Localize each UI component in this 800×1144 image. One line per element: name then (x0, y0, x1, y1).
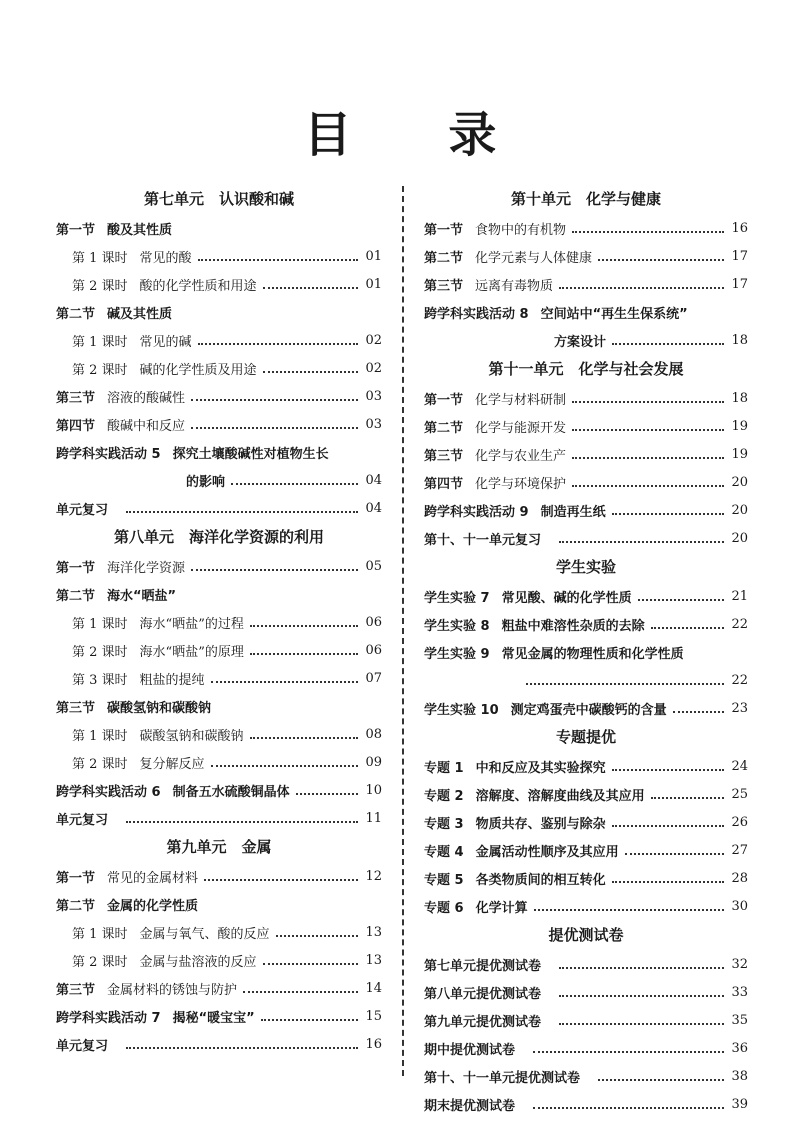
toc-section-row (56, 1002, 382, 1030)
toc-entry-title: 远离有毒物质 (475, 278, 554, 294)
toc-entry-title: 海洋化学资源 (107, 560, 186, 576)
toc-entry-title: 海水“晒盐”的原理 (139, 644, 244, 660)
dot-leader (191, 569, 358, 571)
toc-entry-label: 第九单元提优测试卷 (424, 1014, 542, 1030)
page-number: 39 (731, 1096, 748, 1112)
toc-entry-label: 第一节 (56, 870, 96, 886)
dot-leader (572, 231, 724, 233)
toc-entry-label: 单元复习 (56, 502, 109, 518)
toc-lesson-row (56, 354, 382, 382)
column-divider (402, 186, 404, 1076)
toc-entry-label: 跨学科实践活动 6 (56, 784, 161, 800)
dot-leader (533, 1107, 724, 1109)
toc-entry-label: 第 2 课时 (72, 278, 128, 294)
toc-entry-title: 粗盐的提纯 (139, 672, 205, 688)
toc-entry-label: 期末提优测试卷 (424, 1098, 516, 1114)
toc-entry-label: 第十、十一单元复习 (424, 532, 542, 548)
toc-entry-label: 专题 5 (424, 872, 464, 888)
page-number: 20 (731, 502, 748, 518)
dot-leader (598, 259, 724, 261)
toc-entry-label: 学生实验 7 (424, 590, 490, 606)
page-number: 36 (731, 1040, 748, 1056)
toc-right-column (424, 184, 748, 1118)
page-number: 20 (731, 474, 748, 490)
toc-entry-title: 制备五水硫酸铜晶体 (172, 784, 290, 800)
dot-leader (559, 1023, 724, 1025)
toc-section-row (56, 862, 382, 890)
page-number: 15 (365, 1008, 382, 1024)
toc-entry-label: 专题 6 (424, 900, 464, 916)
toc-entry-title: 化学计算 (475, 900, 528, 916)
dot-leader (612, 825, 724, 827)
toc-section-row (56, 974, 382, 1002)
toc-entry-title: 探究土壤酸碱性对植物生长 (172, 446, 329, 462)
page-number: 23 (731, 700, 748, 716)
toc-entry-label: 第四节 (424, 476, 464, 492)
toc-lesson-row (56, 748, 382, 776)
toc-entry-title: 粗盐中难溶性杂质的去除 (501, 618, 645, 634)
dot-leader (250, 737, 358, 739)
dot-leader (598, 1079, 724, 1081)
dot-leader (572, 429, 724, 431)
page-number: 25 (731, 786, 748, 802)
toc-entry-title: 方案设计 (554, 334, 607, 350)
toc-entry-label: 第一节 (56, 560, 96, 576)
toc-entry-label: 第三节 (56, 390, 96, 406)
toc-section-row (424, 384, 748, 412)
dot-leader (243, 991, 358, 993)
page-number: 05 (365, 558, 382, 574)
toc-entry-title: 化学与农业生产 (475, 448, 567, 464)
toc-entry-title: 海水“晒盐”的过程 (139, 616, 244, 632)
dot-leader (612, 513, 724, 515)
toc-section-row (424, 638, 748, 666)
dot-leader (651, 627, 724, 629)
toc-entry-label: 跨学科实践活动 5 (56, 446, 161, 462)
toc-entry-title: 化学与环境保护 (475, 476, 567, 492)
dot-leader (526, 683, 724, 685)
page-number: 16 (731, 220, 748, 236)
toc-entry-label: 专题 3 (424, 816, 464, 832)
toc-entry-label: 第 2 课时 (72, 954, 128, 970)
dot-leader (572, 457, 724, 459)
toc-entry-label: 第 2 课时 (72, 362, 128, 378)
toc-section-row (424, 892, 748, 920)
toc-section-row (56, 890, 382, 918)
toc-section-row (424, 864, 748, 892)
toc-entry-label: 专题 4 (424, 844, 464, 860)
toc-section-row (424, 1034, 748, 1062)
toc-entry-label: 跨学科实践活动 9 (424, 504, 529, 520)
dot-leader (250, 653, 358, 655)
toc-section-row (424, 298, 748, 326)
toc-entry-label: 第十、十一单元提优测试卷 (424, 1070, 581, 1086)
toc-entry-label: 第一节 (56, 222, 96, 238)
unit-heading: 第十一单元 化学与社会发展 (488, 360, 684, 378)
toc-section-row (424, 1090, 748, 1118)
toc-entry-title: 复分解反应 (139, 756, 205, 772)
toc-entry-title: 酸及其性质 (107, 222, 173, 238)
toc-entry-title: 碱的化学性质及用途 (139, 362, 257, 378)
toc-section-row (424, 326, 748, 354)
toc-entry-label: 单元复习 (56, 812, 109, 828)
page-number: 06 (365, 642, 382, 658)
toc-section-row (424, 496, 748, 524)
unit-heading: 第八单元 海洋化学资源的利用 (113, 528, 324, 546)
toc-lesson-row (56, 636, 382, 664)
toc-section-row (424, 752, 748, 780)
page-number: 10 (365, 782, 382, 798)
dot-leader (198, 259, 358, 261)
page-number: 17 (731, 248, 748, 264)
unit-heading: 第九单元 金属 (166, 838, 272, 856)
toc-entry-label: 跨学科实践活动 7 (56, 1010, 161, 1026)
toc-section-row (56, 214, 382, 242)
dot-leader (638, 599, 724, 601)
dot-leader (231, 483, 358, 485)
toc-entry-label: 第二节 (56, 898, 96, 914)
toc-entry-label: 第 1 课时 (72, 616, 128, 632)
toc-section-row (424, 978, 748, 1006)
toc-section-row (56, 580, 382, 608)
toc-section-row (424, 610, 748, 638)
dot-leader (559, 967, 724, 969)
dot-leader (559, 995, 724, 997)
toc-entry-label: 第三节 (56, 982, 96, 998)
dot-leader (572, 485, 724, 487)
dot-leader (191, 427, 358, 429)
toc-entry-label: 学生实验 10 (424, 702, 499, 718)
toc-entry-label: 第三节 (56, 700, 96, 716)
toc-section-row (424, 440, 748, 468)
toc-entry-label: 专题 2 (424, 788, 464, 804)
toc-entry-label: 第三节 (424, 278, 464, 294)
page-number: 17 (731, 276, 748, 292)
toc-entry-label: 第二节 (56, 588, 96, 604)
toc-entry-label: 第 1 课时 (72, 250, 128, 266)
page-title: 目 录 (303, 107, 537, 163)
toc-lesson-row (56, 946, 382, 974)
toc-section-row (56, 466, 382, 494)
toc-lesson-row (56, 242, 382, 270)
toc-entry-label: 第 1 课时 (72, 728, 128, 744)
dot-leader (263, 963, 358, 965)
toc-entry-title: 金属的化学性质 (107, 898, 199, 914)
page-number: 33 (731, 984, 748, 1000)
toc-section-row (424, 1062, 748, 1090)
page-number: 08 (365, 726, 382, 742)
page-number: 20 (731, 530, 748, 546)
toc-lesson-row (56, 918, 382, 946)
page-number: 11 (365, 810, 382, 826)
unit-heading: 提优测试卷 (548, 926, 624, 944)
toc-entry-title: 物质共存、鉴别与除杂 (475, 816, 606, 832)
toc-entry-title: 碱及其性质 (107, 306, 173, 322)
toc-section-row (424, 582, 748, 610)
toc-section-row (424, 694, 748, 722)
toc-section-row (424, 1006, 748, 1034)
toc-entry-title: 空间站中“再生生保系统” (540, 306, 688, 322)
toc-entry-title: 常见酸、碱的化学性质 (501, 590, 632, 606)
page-number: 09 (365, 754, 382, 770)
unit-heading: 第十单元 化学与健康 (510, 190, 661, 208)
toc-entry-label: 专题 1 (424, 760, 464, 776)
toc-entry-title: 溶液的酸碱性 (107, 390, 186, 406)
toc-section-row (56, 552, 382, 580)
toc-left-column (56, 184, 382, 1058)
dot-leader (263, 287, 358, 289)
toc-entry-label: 第一节 (424, 222, 464, 238)
toc-section-row (424, 524, 748, 552)
dot-leader (211, 681, 358, 683)
dot-leader (276, 935, 358, 937)
dot-leader (211, 765, 358, 767)
toc-section-row (424, 412, 748, 440)
dot-leader (126, 1047, 358, 1049)
page-number: 14 (365, 980, 382, 996)
page-number: 18 (731, 390, 748, 406)
toc-entry-title: 金属与氧气、酸的反应 (139, 926, 270, 942)
toc-entry-label: 第二节 (424, 250, 464, 266)
dot-leader (612, 881, 724, 883)
toc-section-row (56, 804, 382, 832)
dot-leader (559, 287, 724, 289)
page-number: 35 (731, 1012, 748, 1028)
toc-entry-title: 溶解度、溶解度曲线及其应用 (475, 788, 645, 804)
dot-leader (625, 853, 724, 855)
page-number: 12 (365, 868, 382, 884)
toc-entry-title: 化学与材料研制 (475, 392, 567, 408)
toc-entry-title: 常见的酸 (139, 250, 192, 266)
toc-lesson-row (56, 720, 382, 748)
page-number: 06 (365, 614, 382, 630)
toc-lesson-row (56, 608, 382, 636)
toc-section-row (424, 780, 748, 808)
page-number: 03 (365, 388, 382, 404)
page-number: 22 (731, 672, 748, 688)
toc-entry-title: 测定鸡蛋壳中碳酸钙的含量 (510, 702, 667, 718)
toc-entry-title: 金属活动性顺序及其应用 (475, 844, 619, 860)
toc-entry-title: 食物中的有机物 (475, 222, 567, 238)
toc-entry-label: 第 2 课时 (72, 644, 128, 660)
page-number: 19 (731, 446, 748, 462)
dot-leader (191, 399, 358, 401)
toc-entry-label: 第一节 (424, 392, 464, 408)
toc-lesson-row (56, 270, 382, 298)
dot-leader (673, 711, 724, 713)
toc-section-row (56, 410, 382, 438)
toc-section-row (424, 214, 748, 242)
toc-entry-label: 学生实验 8 (424, 618, 490, 634)
toc-section-row (424, 468, 748, 496)
page-number: 32 (731, 956, 748, 972)
toc-entry-title: 的影响 (186, 474, 226, 490)
dot-leader (263, 371, 358, 373)
dot-leader (559, 541, 724, 543)
dot-leader (651, 797, 724, 799)
page-number: 27 (731, 842, 748, 858)
toc-entry-title: 常见的金属材料 (107, 870, 199, 886)
toc-entry-label: 单元复习 (56, 1038, 109, 1054)
page-number: 21 (731, 588, 748, 604)
toc-lesson-row (56, 664, 382, 692)
page-number: 02 (365, 332, 382, 348)
toc-lesson-row (56, 326, 382, 354)
toc-section-row (424, 808, 748, 836)
toc-section-row (424, 666, 748, 694)
dot-leader (261, 1019, 358, 1021)
toc-entry-label: 跨学科实践活动 8 (424, 306, 529, 322)
toc-entry-label: 学生实验 9 (424, 646, 490, 662)
toc-entry-title: 金属与盐溶液的反应 (139, 954, 257, 970)
page-number: 16 (365, 1036, 382, 1052)
toc-section-row (56, 494, 382, 522)
toc-section-row (56, 438, 382, 466)
dot-leader (126, 511, 358, 513)
page-number: 04 (365, 472, 382, 488)
page-number: 38 (731, 1068, 748, 1084)
page-number: 13 (365, 924, 382, 940)
toc-entry-title: 海水“晒盐” (107, 588, 177, 604)
toc-entry-label: 第二节 (56, 306, 96, 322)
page-number: 01 (365, 276, 382, 292)
toc-entry-title: 制造再生纸 (540, 504, 606, 520)
toc-section-row (424, 950, 748, 978)
page-number: 03 (365, 416, 382, 432)
toc-entry-title: 各类物质间的相互转化 (475, 872, 606, 888)
toc-section-row (56, 776, 382, 804)
toc-entry-label: 第七单元提优测试卷 (424, 958, 542, 974)
toc-entry-label: 第二节 (424, 420, 464, 436)
dot-leader (296, 793, 358, 795)
toc-section-row (56, 1030, 382, 1058)
dot-leader (533, 1051, 724, 1053)
toc-entry-title: 中和反应及其实验探究 (475, 760, 606, 776)
page-number: 26 (731, 814, 748, 830)
page-number: 18 (731, 332, 748, 348)
dot-leader (126, 821, 358, 823)
toc-entry-title: 碳酸氢钠和碳酸钠 (107, 700, 212, 716)
page-number: 13 (365, 952, 382, 968)
dot-leader (198, 343, 358, 345)
toc-entry-title: 碳酸氢钠和碳酸钠 (139, 728, 244, 744)
toc-entry-title: 酸碱中和反应 (107, 418, 186, 434)
page-number: 02 (365, 360, 382, 376)
toc-section-row (424, 242, 748, 270)
page-number: 24 (731, 758, 748, 774)
unit-heading: 学生实验 (555, 558, 616, 576)
unit-heading: 专题提优 (555, 728, 616, 746)
toc-entry-title: 酸的化学性质和用途 (139, 278, 257, 294)
dot-leader (612, 343, 724, 345)
toc-entry-label: 第四节 (56, 418, 96, 434)
toc-entry-title: 化学与能源开发 (475, 420, 567, 436)
unit-heading: 第七单元 认识酸和碱 (143, 190, 294, 208)
dot-leader (534, 909, 724, 911)
toc-entry-label: 第 1 课时 (72, 926, 128, 942)
toc-section-row (56, 382, 382, 410)
toc-section-row (56, 298, 382, 326)
toc-entry-label: 第 3 课时 (72, 672, 128, 688)
toc-entry-label: 第 1 课时 (72, 334, 128, 350)
toc-entry-title: 金属材料的锈蚀与防护 (107, 982, 238, 998)
toc-entry-label: 期中提优测试卷 (424, 1042, 516, 1058)
toc-entry-title: 常见金属的物理性质和化学性质 (501, 646, 684, 662)
toc-entry-label: 第三节 (424, 448, 464, 464)
page-number: 07 (365, 670, 382, 686)
toc-entry-title: 常见的碱 (139, 334, 192, 350)
toc-entry-title: 化学元素与人体健康 (475, 250, 593, 266)
toc-entry-label: 第 2 课时 (72, 756, 128, 772)
page-number: 22 (731, 616, 748, 632)
toc-entry-label: 第八单元提优测试卷 (424, 986, 542, 1002)
dot-leader (572, 401, 724, 403)
page-number: 01 (365, 248, 382, 264)
toc-section-row (56, 692, 382, 720)
page-number: 04 (365, 500, 382, 516)
toc-entry-title: 揭秘“暖宝宝” (172, 1010, 255, 1026)
dot-leader (250, 625, 358, 627)
page-number: 30 (731, 898, 748, 914)
toc-section-row (424, 836, 748, 864)
dot-leader (612, 769, 724, 771)
page-number: 28 (731, 870, 748, 886)
page-number: 19 (731, 418, 748, 434)
toc-section-row (424, 270, 748, 298)
dot-leader (204, 879, 358, 881)
